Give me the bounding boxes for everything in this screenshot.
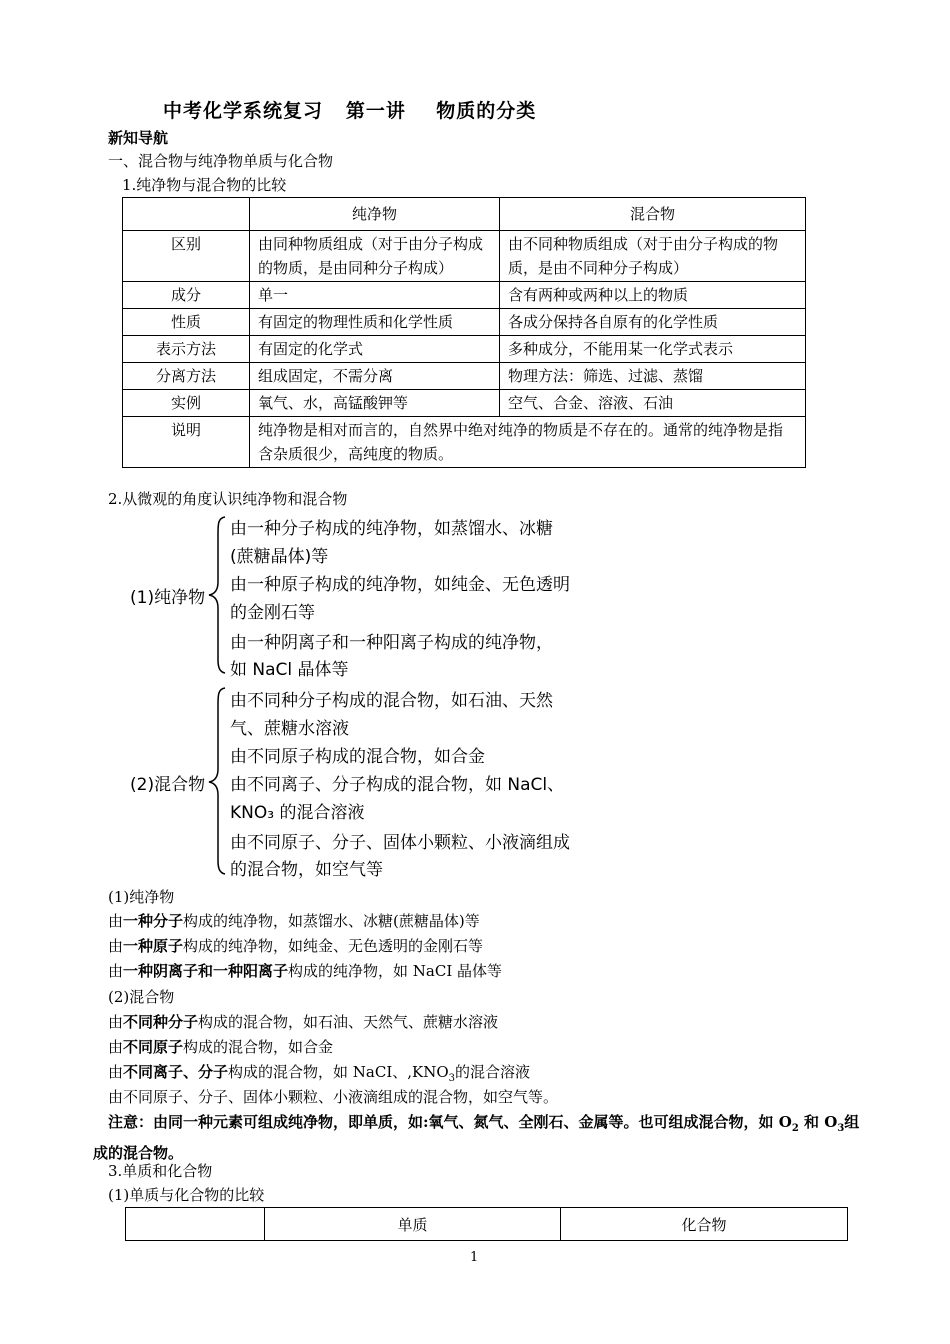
- table-row: [123, 309, 806, 336]
- table-cell: 由不同种物质组成（对于由分子构成的物质，是由不同种分子构成）: [500, 231, 806, 282]
- emphasis: 不同种分子: [123, 1013, 199, 1031]
- element-compound-table: [125, 1207, 848, 1241]
- table-row: [123, 363, 806, 390]
- table-cell: 各成分保持各自原有的化学性质: [500, 309, 806, 336]
- subheading-3: 3.单质和化合物: [108, 1162, 213, 1180]
- table-cell: 有固定的化学式: [250, 336, 500, 363]
- table-row: [123, 336, 806, 363]
- table-header-row: [123, 198, 806, 231]
- table-cell: 单一: [250, 282, 500, 309]
- mixture-line-1: [108, 1011, 498, 1032]
- table-cell: 氧气、水，高锰酸钾等: [250, 390, 500, 417]
- text: 构成的纯净物，如纯金、无色透明的金刚石等: [183, 937, 484, 955]
- text: 由: [108, 962, 124, 980]
- note-paragraph: [93, 1110, 873, 1166]
- mixture-line-3: [108, 1061, 530, 1084]
- emphasis: 不同离子、分子: [123, 1063, 229, 1081]
- diagram-line: 由一种分子构成的纯净物，如蒸馏水、冰糖: [230, 519, 553, 539]
- table-header-cell: [123, 198, 250, 231]
- table-cell: 实例: [123, 390, 250, 417]
- text: 构成的混合物，如 NaCI、,KNO: [228, 1063, 449, 1081]
- table-cell: 成分: [123, 282, 250, 309]
- table-row: [123, 282, 806, 309]
- pure-heading: (1)纯净物: [108, 888, 175, 906]
- table-row: [123, 231, 806, 282]
- table-cell: 有固定的物理性质和化学性质: [250, 309, 500, 336]
- diagram-line: 由不同原子构成的混合物，如合金: [230, 747, 485, 767]
- mixture-line-4: 由不同原子、分子、固体小颗粒、小液滴组成的混合物，如空气等。: [108, 1088, 559, 1106]
- table-cell: 组成固定，不需分离: [250, 363, 500, 390]
- diagram-line: 由一种阴离子和一种阳离子构成的纯净物，: [230, 633, 553, 653]
- pure-brace-icon: [209, 517, 225, 673]
- mixture-heading: (2)混合物: [108, 988, 175, 1006]
- subheading-3a: (1)单质与化合物的比较: [108, 1186, 265, 1204]
- table-header-row: [126, 1208, 848, 1241]
- heading-1: 一、混合物与纯净物单质与化合物: [108, 152, 334, 170]
- table-header-cell: 混合物: [500, 198, 806, 231]
- page-number: 1: [470, 1250, 479, 1265]
- section-guide: 新知导航: [108, 129, 169, 147]
- table-cell: 由同种物质组成（对于由分子构成的物质，是由同种分子构成）: [250, 231, 500, 282]
- diagram-line: 由不同种分子构成的混合物，如石油、天然: [230, 691, 553, 711]
- emphasis: 一种阴离子和一种阳离子: [123, 962, 289, 980]
- text: 由: [108, 1038, 124, 1056]
- diagram-line: KNO₃ 的混合溶液: [230, 803, 365, 823]
- micro-classification-diagram: [125, 512, 595, 884]
- pure-line-3: [108, 960, 502, 981]
- text: 构成的混合物，如合金: [183, 1038, 334, 1056]
- emphasis: 不同原子: [123, 1038, 184, 1056]
- table-cell: 性质: [123, 309, 250, 336]
- pure-line-2: [108, 935, 483, 956]
- table-cell: 空气、合金、溶液、石油: [500, 390, 806, 417]
- table-cell: 说明: [123, 417, 250, 468]
- text: 的混合溶液: [455, 1063, 531, 1081]
- emphasis: 一种原子: [123, 937, 184, 955]
- comparison-table: [122, 197, 806, 468]
- diagram-line: (蔗糖晶体)等: [230, 547, 329, 567]
- subheading-1: 1.纯净物与混合物的比较: [122, 176, 287, 194]
- text: 构成的纯净物，如 NaCI 晶体等: [288, 962, 503, 980]
- subscript: 3: [448, 1073, 456, 1084]
- pure-label: (1)纯净物: [130, 588, 206, 608]
- table-header-cell: [126, 1208, 265, 1241]
- diagram-line: 由不同离子、分子构成的混合物，如 NaCl、: [230, 775, 565, 795]
- page-title: 中考化学系统复习 第一讲 物质的分类: [163, 100, 537, 122]
- diagram-line: 的混合物，如空气等: [230, 860, 383, 880]
- table-cell: 区别: [123, 231, 250, 282]
- diagram-line: 的金刚石等: [230, 603, 315, 623]
- table-cell: 含有两种或两种以上的物质: [500, 282, 806, 309]
- text: 由: [108, 1013, 124, 1031]
- diagram-line: 如 NaCl 晶体等: [230, 660, 349, 680]
- table-cell: 分离方法: [123, 363, 250, 390]
- diagram-line: 由一种原子构成的纯净物，如纯金、无色透明: [230, 575, 570, 595]
- mixture-brace-icon: [209, 688, 225, 874]
- subheading-2: 2.从微观的角度认识纯净物和混合物: [108, 490, 348, 508]
- subscript: 3: [837, 1123, 845, 1134]
- diagram-line: 由不同原子、分子、固体小颗粒、小液滴组成: [230, 833, 570, 853]
- table-cell: 纯净物是相对而言的，自然界中绝对纯净的物质是不存在的。通常的纯净物是指含杂质很少，高纯度的物质。: [250, 417, 806, 468]
- text: 由: [108, 1063, 124, 1081]
- table-header-cell: 化合物: [561, 1208, 848, 1241]
- text: 构成的纯净物，如蒸馏水、冰糖(蔗糖晶体)等: [183, 912, 480, 930]
- text: 由: [108, 912, 124, 930]
- table-header-cell: 纯净物: [250, 198, 500, 231]
- table-cell: 物理方法：筛选、过滤、蒸馏: [500, 363, 806, 390]
- text: 构成的混合物，如石油、天然气、蔗糖水溶液: [198, 1013, 499, 1031]
- note-text: 注意：由同一种元素可组成纯净物，即单质，如:氧气、氮气、全刚石、金属等。也可组成混合物，如 O: [108, 1113, 792, 1131]
- table-cell: 多种成分，不能用某一化学式表示: [500, 336, 806, 363]
- note-text: 组成的混合物。: [93, 1113, 860, 1162]
- mixture-line-2: [108, 1036, 333, 1057]
- diagram-line: 气、蔗糖水溶液: [230, 719, 349, 739]
- table-cell: 表示方法: [123, 336, 250, 363]
- subscript: 2: [791, 1123, 799, 1134]
- table-row: [123, 417, 806, 468]
- emphasis: 一种分子: [123, 912, 184, 930]
- text: 由: [108, 937, 124, 955]
- note-text: 和 O: [798, 1113, 838, 1131]
- table-row: [123, 390, 806, 417]
- pure-line-1: [108, 910, 480, 931]
- mixture-label: (2)混合物: [130, 775, 206, 795]
- table-header-cell: 单质: [265, 1208, 561, 1241]
